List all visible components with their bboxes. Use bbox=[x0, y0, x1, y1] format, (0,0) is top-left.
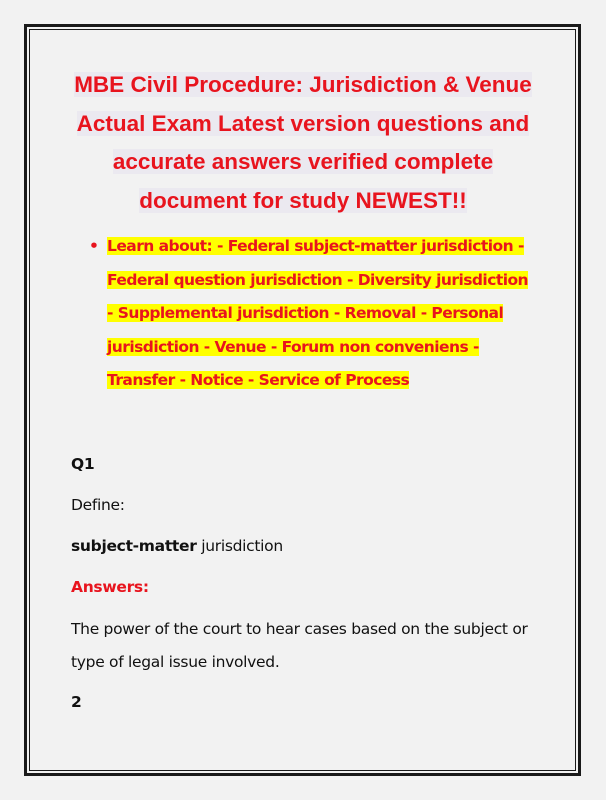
answer-text: The power of the court to hear cases based on the subject or type of legal issue involved. bbox=[71, 620, 528, 671]
title-line: accurate answers verified complete bbox=[112, 149, 494, 174]
question-term bbox=[71, 530, 283, 563]
next-question-label: 2 bbox=[71, 693, 82, 711]
title-line: document for study NEWEST!! bbox=[139, 187, 467, 213]
term-rest: jurisdiction bbox=[196, 537, 283, 555]
list-item bbox=[89, 230, 529, 398]
question-prompt: Define: bbox=[71, 496, 125, 514]
topics-list bbox=[89, 230, 529, 398]
question-label: Q1 bbox=[71, 455, 95, 473]
bullet-icon: • bbox=[89, 237, 99, 255]
title-line: Actual Exam Latest version questions and bbox=[76, 110, 530, 136]
answers-label: Answers: bbox=[71, 578, 149, 596]
document-title bbox=[40, 66, 566, 220]
topics-text: Learn about: - Federal subject-matter jurisdiction - Federal question jurisdiction - Diversity jurisdiction - Supplemental jurisdiction - Removal - Personal jurisdiction - Venue - Forum non conveniens - Transfer - Notice - Service of Process bbox=[107, 237, 529, 389]
title-line: MBE Civil Procedure: Jurisdiction & Venue bbox=[74, 72, 532, 97]
term-bold: subject-matter bbox=[71, 537, 197, 555]
